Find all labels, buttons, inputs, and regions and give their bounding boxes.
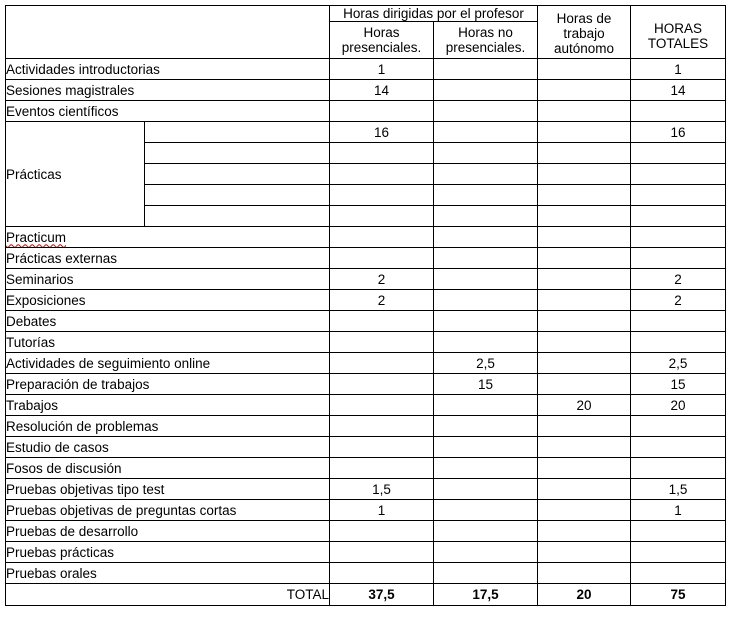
practicas-label: Prácticas (6, 122, 145, 227)
activity-label (6, 437, 330, 458)
activity-label-text: Debates (6, 313, 57, 329)
total-row (6, 584, 726, 606)
activity-label-text: Actividades introductorias (6, 61, 160, 77)
table-row (6, 500, 726, 521)
autonomo-cell (538, 458, 631, 479)
total-cell (631, 458, 726, 479)
presenciales-cell (330, 563, 434, 584)
activity-label-text: Fosos de discusión (6, 460, 122, 476)
activity-label (6, 269, 330, 290)
practicas-sub-label (145, 122, 330, 143)
activity-label-text: Prácticas externas (6, 250, 118, 266)
total-cell: 16 (631, 122, 726, 143)
presenciales-cell (330, 332, 434, 353)
autonomo-cell (538, 311, 631, 332)
no-presenciales-cell (434, 80, 538, 101)
activity-label-text: Sesiones magistrales (6, 82, 135, 98)
presenciales-cell (330, 458, 434, 479)
presenciales-cell: 1,5 (330, 479, 434, 500)
autonomo-cell (538, 164, 631, 185)
no-presenciales-cell (434, 416, 538, 437)
activity-label (6, 374, 330, 395)
table-row (6, 563, 726, 584)
activity-label (6, 479, 330, 500)
presenciales-cell: 2 (330, 269, 434, 290)
total-cell (631, 311, 726, 332)
autonomo-cell (538, 374, 631, 395)
activity-label (6, 458, 330, 479)
activity-label (6, 332, 330, 353)
table-row (6, 101, 726, 122)
table-row (6, 227, 726, 248)
no-presenciales-cell (434, 143, 538, 164)
table-row (6, 59, 726, 80)
table-row (6, 80, 726, 101)
total-autonomo: 20 (538, 584, 631, 606)
presenciales-cell: 2 (330, 290, 434, 311)
presenciales-cell (330, 395, 434, 416)
activity-label (6, 563, 330, 584)
total-cell: 14 (631, 80, 726, 101)
no-presenciales-cell (434, 311, 538, 332)
activity-label (6, 227, 330, 248)
no-presenciales-cell: 2,5 (434, 353, 538, 374)
total-cell (631, 542, 726, 563)
no-presenciales-cell (434, 269, 538, 290)
table-row (6, 290, 726, 311)
practicas-sub-label (145, 185, 330, 206)
autonomo-cell (538, 290, 631, 311)
presenciales-cell (330, 248, 434, 269)
table-row (6, 479, 726, 500)
autonomo-cell (538, 227, 631, 248)
activity-label-text: Pruebas objetivas de preguntas cortas (6, 502, 237, 518)
activity-label-text: Pruebas prácticas (6, 544, 115, 560)
total-cell (631, 563, 726, 584)
total-cell (631, 227, 726, 248)
activity-label (6, 521, 330, 542)
table-row (6, 248, 726, 269)
no-presenciales-cell (434, 59, 538, 80)
activity-label-text: Preparación de trabajos (6, 376, 150, 392)
presenciales-cell (330, 227, 434, 248)
activity-label (6, 59, 330, 80)
total-presenciales: 37,5 (330, 584, 434, 606)
no-presenciales-cell (434, 521, 538, 542)
no-presenciales-cell (434, 479, 538, 500)
no-presenciales-cell (434, 122, 538, 143)
hours-table-body (6, 6, 726, 606)
no-presenciales-cell (434, 101, 538, 122)
activity-label-text: Trabajos (6, 397, 59, 413)
autonomo-cell (538, 206, 631, 227)
table-row (6, 521, 726, 542)
activity-label (6, 290, 330, 311)
activity-label (6, 542, 330, 563)
total-cell: 2,5 (631, 353, 726, 374)
autonomo-cell (538, 416, 631, 437)
no-presenciales-cell (434, 332, 538, 353)
presenciales-cell (330, 353, 434, 374)
autonomo-cell (538, 353, 631, 374)
autonomo-cell (538, 143, 631, 164)
total-cell: 1,5 (631, 479, 726, 500)
hours-table (5, 5, 726, 606)
total-cell (631, 206, 726, 227)
total-cell: 20 (631, 395, 726, 416)
autonomo-cell (538, 521, 631, 542)
total-cell: 1 (631, 500, 726, 521)
autonomo-cell (538, 101, 631, 122)
total-cell (631, 164, 726, 185)
autonomo-cell: 20 (538, 395, 631, 416)
presenciales-cell (330, 542, 434, 563)
presenciales-cell (330, 185, 434, 206)
presenciales-cell (330, 416, 434, 437)
no-presenciales-cell (434, 290, 538, 311)
autonomo-cell (538, 59, 631, 80)
header-totales: HORAS TOTALES (631, 6, 726, 59)
activity-label-text: Pruebas objetivas tipo test (6, 481, 165, 497)
autonomo-cell (538, 542, 631, 563)
header-presenciales: Horas presenciales. (330, 22, 434, 59)
no-presenciales-cell (434, 164, 538, 185)
total-label: TOTAL (6, 584, 330, 606)
no-presenciales-cell (434, 248, 538, 269)
total-cell: 1 (631, 59, 726, 80)
practicas-sub-label (145, 164, 330, 185)
table-row (6, 269, 726, 290)
table-row (6, 458, 726, 479)
no-presenciales-cell: 15 (434, 374, 538, 395)
practicas-row (6, 122, 726, 143)
no-presenciales-cell (434, 437, 538, 458)
autonomo-cell (538, 479, 631, 500)
practicas-sub-label (145, 206, 330, 227)
presenciales-cell: 1 (330, 500, 434, 521)
activity-label-text: Actividades de seguimiento online (6, 355, 211, 371)
activity-label-text: Practicum (6, 229, 67, 245)
no-presenciales-cell (434, 395, 538, 416)
no-presenciales-cell (434, 458, 538, 479)
practicas-sub-label (145, 143, 330, 164)
activity-label-text: Seminarios (6, 271, 74, 287)
autonomo-cell (538, 437, 631, 458)
header-no-presenciales: Horas no presenciales. (434, 22, 538, 59)
total-cell: 2 (631, 269, 726, 290)
activity-label (6, 101, 330, 122)
autonomo-cell (538, 500, 631, 521)
presenciales-cell (330, 374, 434, 395)
table-row (6, 332, 726, 353)
no-presenciales-cell (434, 542, 538, 563)
autonomo-cell (538, 80, 631, 101)
total-cell (631, 101, 726, 122)
table-row (6, 542, 726, 563)
autonomo-cell (538, 185, 631, 206)
autonomo-cell (538, 122, 631, 143)
autonomo-cell (538, 332, 631, 353)
activity-label (6, 395, 330, 416)
total-cell (631, 416, 726, 437)
presenciales-cell (330, 521, 434, 542)
table-row (6, 416, 726, 437)
presenciales-cell: 16 (330, 122, 434, 143)
activity-label (6, 500, 330, 521)
total-no-presenciales: 17,5 (434, 584, 538, 606)
table-row (6, 353, 726, 374)
table-row (6, 437, 726, 458)
activity-label-text: Estudio de casos (6, 439, 109, 455)
activity-label-text: Tutorías (6, 334, 56, 350)
total-cell (631, 521, 726, 542)
presenciales-cell (330, 143, 434, 164)
total-cell (631, 185, 726, 206)
table-row (6, 395, 726, 416)
total-cell: 2 (631, 290, 726, 311)
header-autonomo: Horas de trabajo autónomo (538, 6, 631, 59)
activity-label (6, 416, 330, 437)
activity-label (6, 353, 330, 374)
no-presenciales-cell (434, 227, 538, 248)
autonomo-cell (538, 269, 631, 290)
presenciales-cell (330, 437, 434, 458)
presenciales-cell: 14 (330, 80, 434, 101)
activity-label (6, 80, 330, 101)
presenciales-cell (330, 101, 434, 122)
activity-label (6, 248, 330, 269)
header-row-1 (6, 6, 726, 22)
presenciales-cell: 1 (330, 59, 434, 80)
total-cell (631, 143, 726, 164)
activity-label-text: Resolución de problemas (6, 418, 159, 434)
header-dirigidas: Horas dirigidas por el profesor (330, 6, 538, 22)
autonomo-cell (538, 563, 631, 584)
total-horas: 75 (631, 584, 726, 606)
no-presenciales-cell (434, 500, 538, 521)
activity-label-text: Pruebas orales (6, 565, 97, 581)
total-cell: 15 (631, 374, 726, 395)
no-presenciales-cell (434, 185, 538, 206)
header-empty-cell (6, 6, 330, 59)
total-cell (631, 332, 726, 353)
presenciales-cell (330, 206, 434, 227)
no-presenciales-cell (434, 563, 538, 584)
no-presenciales-cell (434, 206, 538, 227)
autonomo-cell (538, 248, 631, 269)
activity-label-text: Eventos científicos (6, 103, 119, 119)
activity-label (6, 311, 330, 332)
presenciales-cell (330, 164, 434, 185)
total-cell (631, 437, 726, 458)
total-cell (631, 248, 726, 269)
table-row (6, 374, 726, 395)
table-row (6, 311, 726, 332)
presenciales-cell (330, 311, 434, 332)
activity-label-text: Pruebas de desarrollo (6, 523, 139, 539)
activity-label-text: Exposiciones (6, 292, 86, 308)
